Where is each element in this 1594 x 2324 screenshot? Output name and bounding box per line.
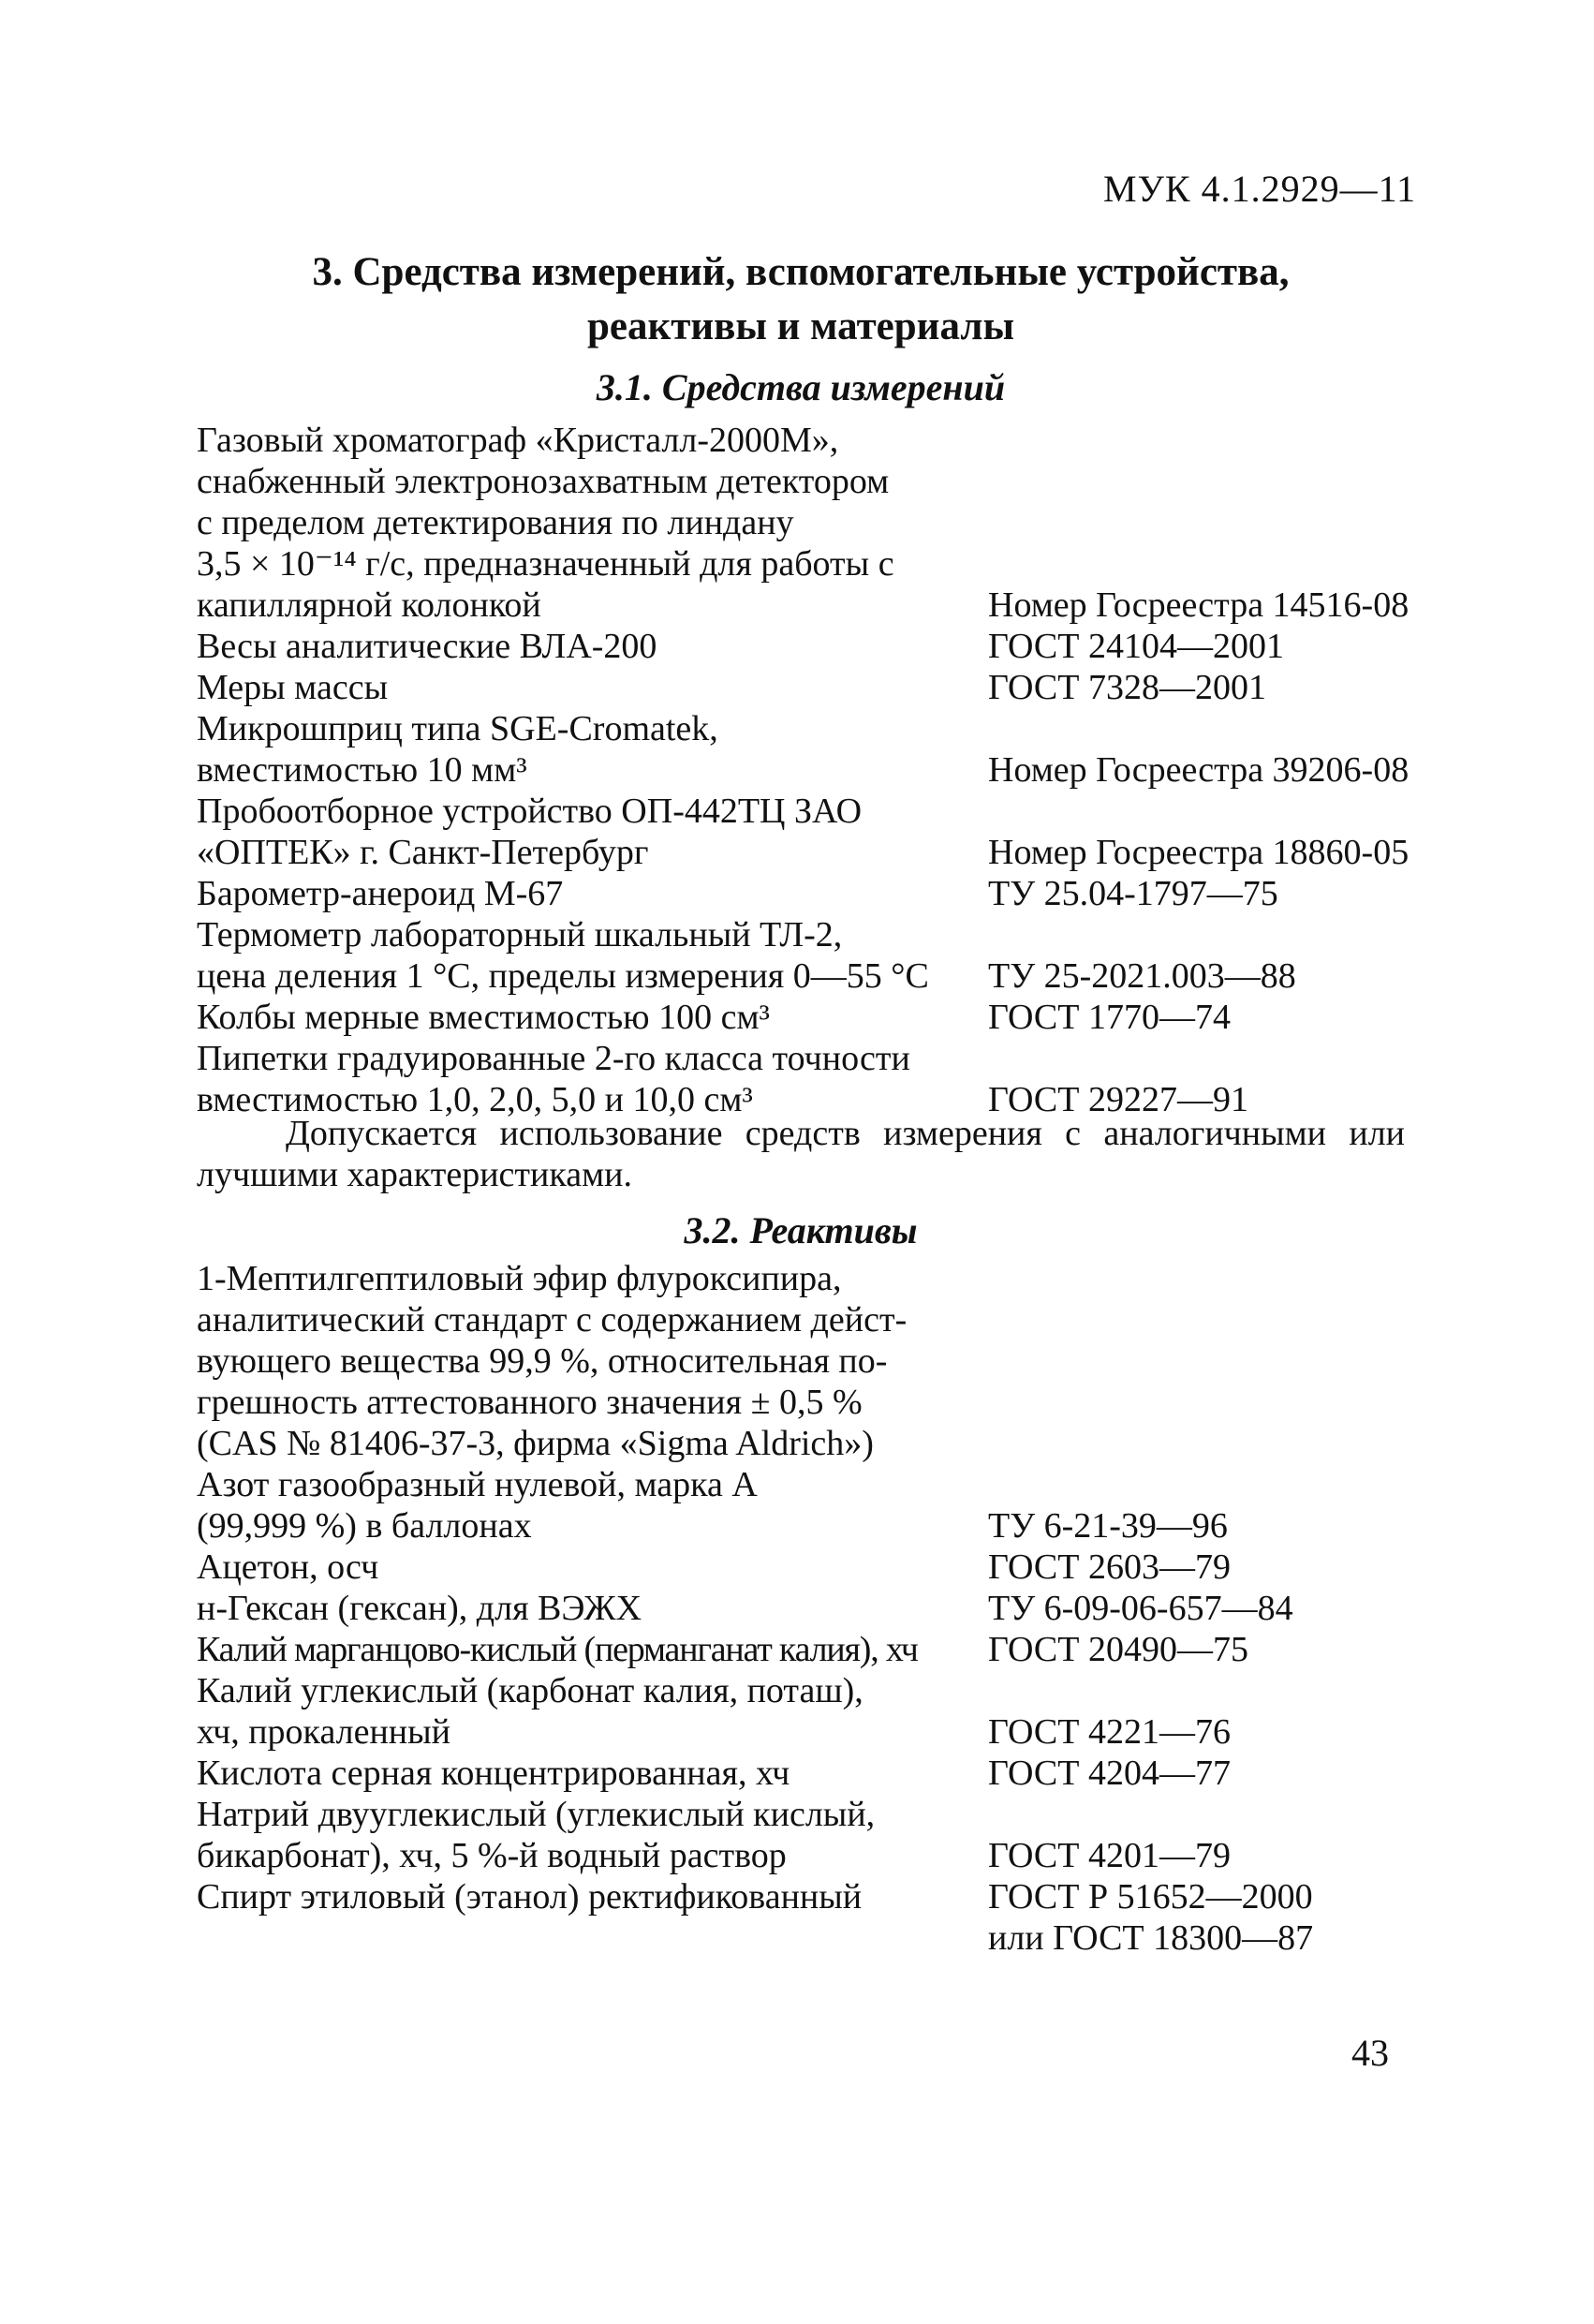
item-name-line: н-Гексан (гексан), для ВЭЖХ — [197, 1589, 642, 1628]
item-reference: ГОСТ 24104—2001 — [988, 627, 1284, 666]
instruments-list — [197, 420, 1461, 1120]
list-item — [197, 1917, 1461, 1959]
item-name-line: аналитический стандарт с содержанием дейст- — [197, 1300, 908, 1340]
item-name-line: капиллярной колонкой — [197, 585, 541, 625]
item-name — [197, 1670, 988, 1753]
item-name-line — [197, 1917, 988, 1959]
document-code: МУК 4.1.2929—11 — [1103, 168, 1417, 210]
item-name-line: «ОПТЕК» г. Санкт-Петербург — [197, 833, 649, 872]
item-reference: ГОСТ 4221—76 — [988, 1712, 1231, 1752]
list-item — [197, 997, 1461, 1038]
item-name-line: Микрошприц типа SGE-Cromatek, — [197, 709, 718, 748]
item-name-line: Ацетон, осч — [197, 1547, 379, 1587]
item-reference: ГОСТ 7328—2001 — [988, 668, 1266, 707]
list-item — [197, 1258, 1461, 1464]
item-name-line: 1-Мептилгептиловый эфир флуроксипира, — [197, 1259, 842, 1298]
item-reference: ТУ 25-2021.003—88 — [988, 956, 1296, 996]
item-name — [197, 1629, 988, 1670]
item-name — [197, 1876, 988, 1917]
item-name-line: Пробоотборное устройство ОП-442ТЦ ЗАО — [197, 792, 863, 831]
item-name — [197, 1038, 988, 1120]
item-name-line: Термометр лабораторный шкальный ТЛ-2, — [197, 915, 843, 955]
item-name-line: цена деления 1 °С, пределы измерения 0—55 °С — [197, 956, 929, 996]
item-name-line: Колбы мерные вместимостью 100 см³ — [197, 998, 770, 1037]
item-reference: ГОСТ 29227—91 — [988, 1080, 1248, 1119]
item-name — [197, 1588, 988, 1629]
list-item — [197, 420, 1461, 626]
item-name-line: Кислота серная концентрированная, хч — [197, 1754, 790, 1793]
item-name — [197, 1917, 988, 1959]
item-name — [197, 626, 988, 667]
list-item — [197, 873, 1461, 914]
item-name-line: хч, прокаленный — [197, 1712, 451, 1752]
item-name — [197, 791, 988, 873]
item-name-line: (99,999 %) в баллонах — [197, 1506, 532, 1546]
item-name-line: грешность аттестованного значения ± 0,5 % — [197, 1383, 863, 1422]
item-name — [197, 873, 988, 914]
item-name-line: Меры массы — [197, 668, 389, 707]
item-name-line: Натрий двууглекислый (углекислый кислый, — [197, 1795, 876, 1834]
item-name-line: снабженный электронозахватным детектором — [197, 462, 890, 501]
list-item — [197, 1038, 1461, 1120]
item-name-line: вующего вещества 99,9 %, относительная по- — [197, 1341, 888, 1381]
page-number: 43 — [1351, 2032, 1389, 2074]
item-name-line: Спирт этиловый (этанол) ректификованный — [197, 1877, 863, 1917]
item-name — [197, 667, 988, 708]
item-name — [197, 1464, 988, 1547]
item-reference: ГОСТ 1770—74 — [988, 998, 1231, 1037]
item-name-line: Калий углекислый (карбонат калия, поташ), — [197, 1671, 863, 1710]
item-name — [197, 997, 988, 1038]
item-name-line: бикарбонат), хч, 5 %-й водный раствор — [197, 1836, 787, 1875]
section-title-line: реактивы и материалы — [586, 304, 1015, 348]
item-reference: или ГОСТ 18300—87 — [988, 1918, 1314, 1958]
item-name-line: вместимостью 10 мм³ — [197, 750, 527, 790]
list-item — [197, 1753, 1461, 1794]
item-name-line: Калий марганцово-кислый (перманганат калия), хч — [197, 1630, 918, 1669]
section-title — [197, 245, 1405, 354]
item-reference: ГОСТ 20490—75 — [988, 1630, 1248, 1669]
item-name — [197, 1753, 988, 1794]
item-name — [197, 1547, 988, 1588]
item-reference: ГОСТ 2603—79 — [988, 1547, 1231, 1587]
item-name — [197, 914, 988, 997]
item-reference: ТУ 25.04-1797—75 — [988, 874, 1278, 913]
item-name-line: с пределом детектирования по линдану — [197, 503, 794, 542]
list-item — [197, 708, 1461, 791]
list-item — [197, 1629, 1461, 1670]
item-name — [197, 1258, 988, 1464]
item-reference: ГОСТ 4204—77 — [988, 1754, 1231, 1793]
list-item — [197, 1876, 1461, 1917]
list-item — [197, 626, 1461, 667]
list-item — [197, 667, 1461, 708]
subsection-heading-reagents: 3.2. Реактивы — [684, 1209, 918, 1251]
item-name-line: Азот газообразный нулевой, марка А — [197, 1465, 758, 1504]
item-name-line: Барометр-анероид М-67 — [197, 874, 564, 913]
section-title-line: 3. Средства измерений, вспомогательные устройства, — [312, 250, 1290, 294]
list-item — [197, 1670, 1461, 1753]
item-name — [197, 1794, 988, 1876]
item-name-line: (CAS № 81406-37-3, фирма «Sigma Aldrich») — [197, 1424, 874, 1463]
item-name — [197, 708, 988, 791]
list-item — [197, 1588, 1461, 1629]
list-item — [197, 1464, 1461, 1547]
item-name-line: вместимостью 1,0, 2,0, 5,0 и 10,0 см³ — [197, 1080, 753, 1119]
instruments-note: Допускается использование средств измерения с аналогичными или лучшими характеристиками. — [197, 1114, 1405, 1194]
item-name — [197, 420, 988, 626]
subsection-heading-instruments: 3.1. Средства измерений — [596, 366, 1006, 408]
list-item — [197, 791, 1461, 873]
item-name-line: Газовый хроматограф «Кристалл-2000М», — [197, 421, 839, 460]
item-reference: Номер Госреестра 18860-05 — [988, 833, 1410, 872]
list-item — [197, 914, 1461, 997]
list-item — [197, 1547, 1461, 1588]
item-reference: ТУ 6-21-39—96 — [988, 1506, 1228, 1546]
item-name-line: 3,5 × 10⁻¹⁴ г/с, предназначенный для работы с — [197, 544, 894, 584]
item-reference: Номер Госреестра 14516-08 — [988, 585, 1410, 625]
item-reference: ГОСТ Р 51652—2000 — [988, 1877, 1313, 1917]
list-item — [197, 1794, 1461, 1876]
reagents-list — [197, 1258, 1461, 1959]
item-reference: Номер Госреестра 39206-08 — [988, 750, 1410, 790]
item-reference: ТУ 6-09-06-657—84 — [988, 1589, 1293, 1628]
item-reference: ГОСТ 4201—79 — [988, 1836, 1231, 1875]
item-name-line: Пипетки градуированные 2-го класса точности — [197, 1039, 910, 1078]
item-name-line: Весы аналитические ВЛА-200 — [197, 627, 657, 666]
